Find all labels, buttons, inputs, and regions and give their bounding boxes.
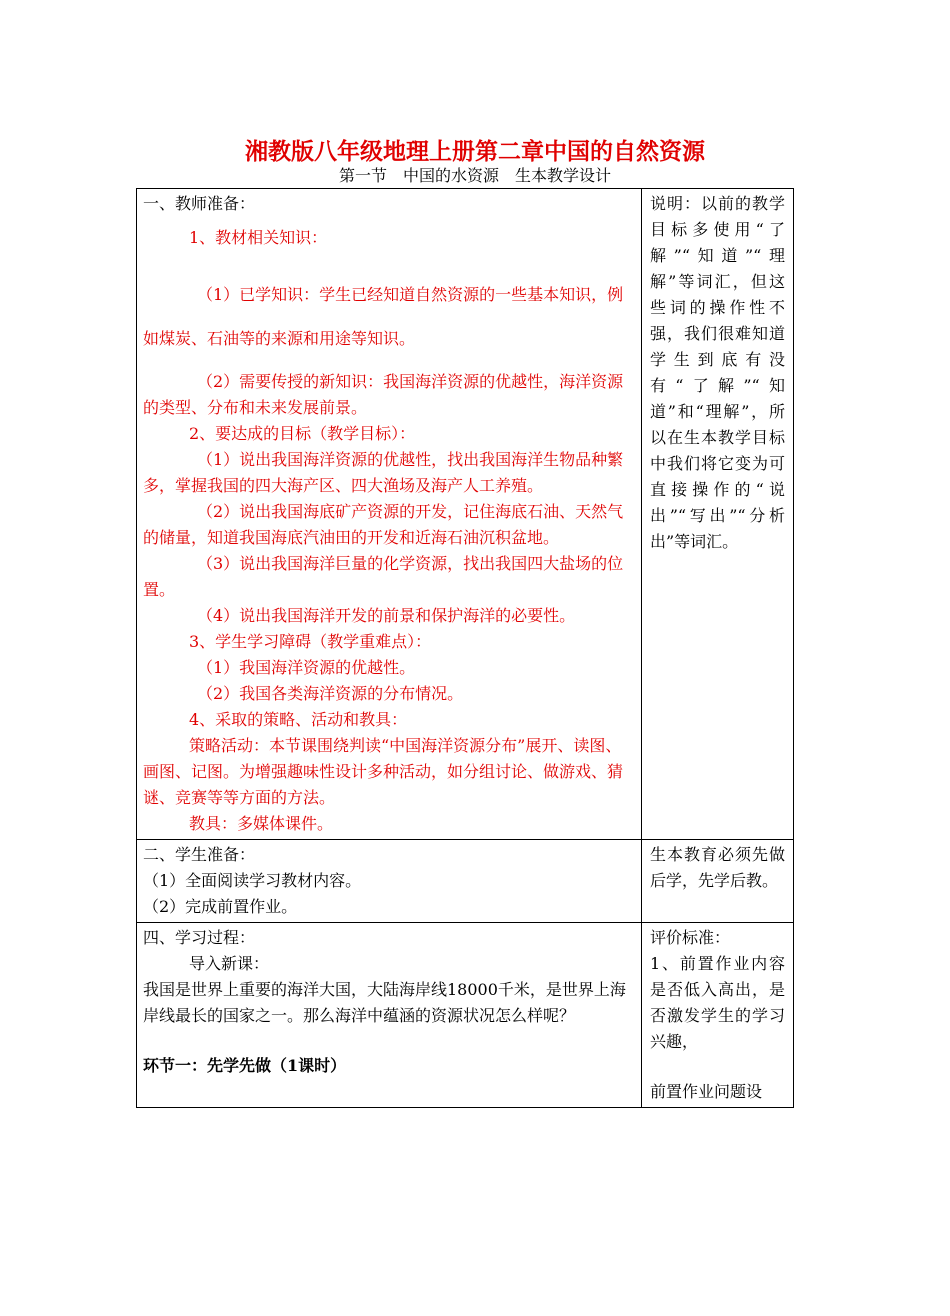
- paragraph: （4）说出我国海洋开发的前景和保护海洋的必要性。: [197, 606, 576, 625]
- note-cell: [642, 840, 794, 923]
- note-cell: [642, 923, 794, 1108]
- paragraph: （1）我国海洋资源的优越性。: [197, 658, 416, 677]
- note-text: 说明：以前的教学目标多使用“了解”“知道”“理解”等词汇，但这些词的操作性不强，我们很难知道学生到底有没有“了解”“知道”和“理解”，所以在生本教学目标中我们将它变为可直接操作的“说出”“写出”“分析出”等词汇。: [650, 194, 785, 551]
- note-text: 前置作业问题设: [650, 1082, 763, 1101]
- table-row: [137, 923, 794, 1108]
- student-prep-cell: [137, 840, 642, 923]
- subsection-heading: 导入新课：: [189, 954, 270, 973]
- document-title: 湘教版八年级地理上册第二章中国的自然资源: [245, 138, 705, 165]
- subsection-heading: 4、采取的策略、活动和教具：: [189, 710, 408, 729]
- section-heading: 四、学习过程：: [143, 928, 256, 947]
- paragraph: 我国是世界上重要的海洋大国，大陆海岸线18000千米，是世界上海岸线最长的国家之一。那么海洋中蕴涵的资源状况怎么样呢？: [143, 980, 626, 1025]
- paragraph: （2）我国各类海洋资源的分布情况。: [197, 684, 464, 703]
- paragraph: （2）完成前置作业。: [143, 897, 298, 916]
- note-cell: [642, 189, 794, 840]
- subsection-heading: 3、学生学习障碍（教学重难点）：: [189, 632, 432, 651]
- table-row: [137, 189, 794, 840]
- paragraph: （1）说出我国海洋资源的优越性，找出我国海洋生物品种繁多，掌握我国的四大海产区、四大渔场及海产人工养殖。: [143, 450, 624, 495]
- note-text: 生本教育必须先做后学，先学后教。: [650, 845, 785, 890]
- paragraph: （2）说出我国海底矿产资源的开发，记住海底石油、天然气的储量，知道我国海底汽油田的开发和近海石油沉积盆地。: [143, 502, 624, 547]
- note-heading: 评价标准：: [650, 928, 731, 947]
- section1-heading: 环节一：先学先做（1课时）: [143, 1056, 347, 1075]
- paragraph: 策略活动：本节课围绕判读“中国海洋资源分布”展开、读图、画图、记图。为增强趣味性设计多种活动，如分组讨论、做游戏、猜谜、竞赛等等方面的方法。: [143, 736, 624, 807]
- learning-process-cell: [137, 923, 642, 1108]
- table-row: [137, 840, 794, 923]
- paragraph: （1）全面阅读学习教材内容。: [143, 871, 362, 890]
- paragraph: （1）已学知识：学生已经知道自然资源的一些基本知识，例如煤炭、石油等的来源和用途等知识。: [143, 285, 624, 348]
- subsection-heading: 1、教材相关知识：: [189, 228, 328, 247]
- lesson-plan-table: [136, 188, 794, 1108]
- subsection-heading: 2、要达成的目标（教学目标）：: [189, 424, 416, 443]
- section-heading: 一、教师准备：: [143, 194, 256, 213]
- teacher-prep-cell: [137, 189, 642, 840]
- paragraph: （3）说出我国海洋巨量的化学资源，找出我国四大盐场的位置。: [143, 554, 624, 599]
- document-subtitle: 第一节 中国的水资源 生本教学设计: [338, 166, 611, 185]
- paragraph: 教具：多媒体课件。: [189, 814, 334, 833]
- paragraph: （2）需要传授的新知识：我国海洋资源的优越性，海洋资源的类型、分布和未来发展前景。: [143, 372, 624, 417]
- note-text: 1、前置作业内容是否低入高出，是否激发学生的学习兴趣，: [650, 954, 785, 1051]
- section-heading: 二、学生准备：: [143, 845, 256, 864]
